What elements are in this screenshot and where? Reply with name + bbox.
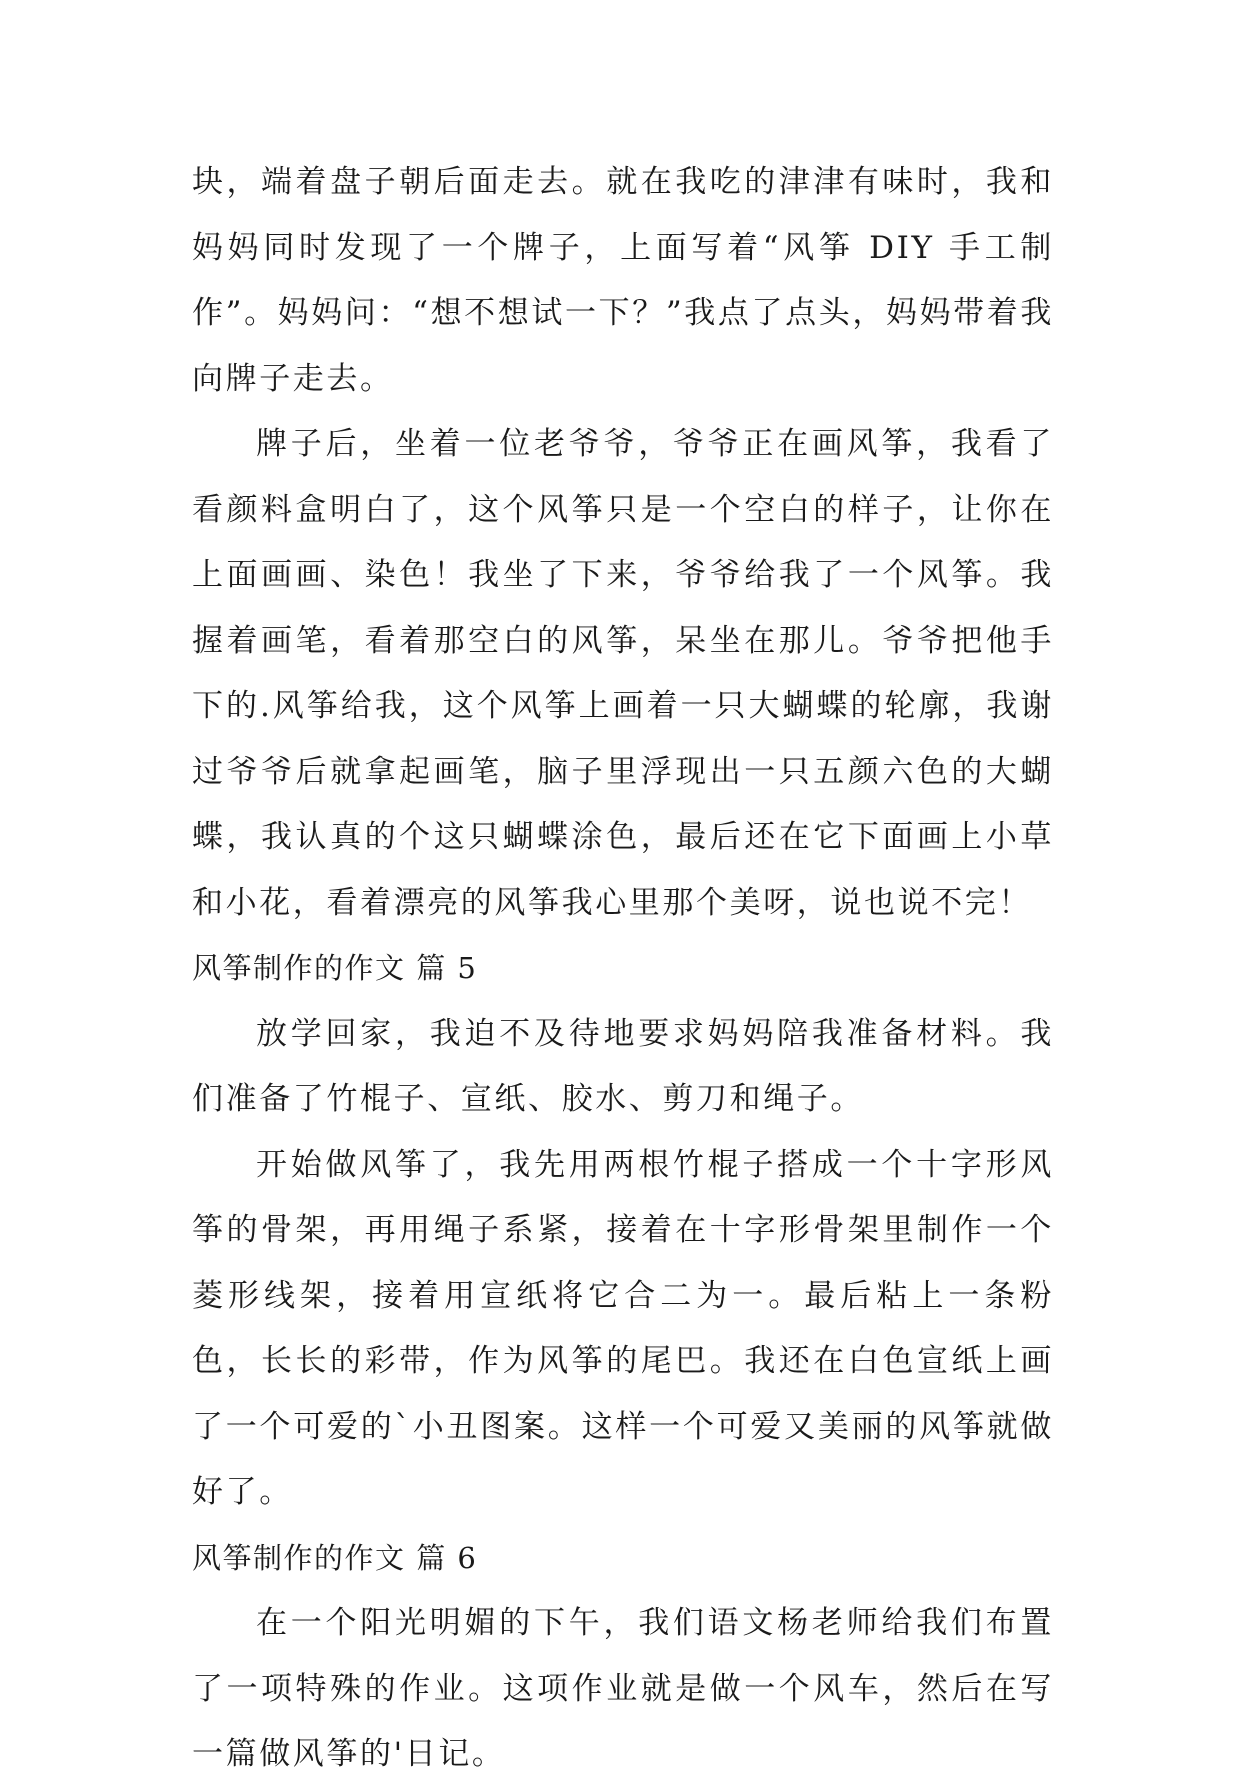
- paragraph: 在一个阳光明媚的下午，我们语文杨老师给我们布置了一项特殊的作业。这项作业就是做一个风车，然后在写一篇做风筝的'日记。: [192, 1605, 1054, 1772]
- section-heading: 风筝制作的作文 篇 6: [192, 1540, 478, 1575]
- paragraph: 放学回家，我迫不及待地要求妈妈陪我准备材料。我们准备了竹棍子、宣纸、胶水、剪刀和绳子。: [192, 1015, 1054, 1117]
- paragraph: 块，端着盘子朝后面走去。就在我吃的津津有味时，我和妈妈同时发现了一个牌子，上面写着“风筝 DIY 手工制作”。妈妈问：“想不想试一下？”我点了点头，妈妈带着我向牌子走去。: [192, 164, 1054, 397]
- document-page: [192, 150, 1054, 1788]
- paragraph: 开始做风筝了，我先用两根竹棍子搭成一个十字形风筝的骨架，再用绳子系紧，接着在十字形骨架里制作一个菱形线架，接着用宣纸将它合二为一。最后粘上一条粉色，长长的彩带，作为风筝的尾巴。我还在白色宣纸上画了一个可爱的`小丑图案。这样一个可爱又美丽的风筝就做好了。: [192, 1146, 1054, 1510]
- section-heading: 风筝制作的作文 篇 5: [192, 951, 478, 985]
- paragraph: 牌子后，坐着一位老爷爷，爷爷正在画风筝，我看了看颜料盒明白了，这个风筝只是一个空白的样子，让你在上面画画、染色！我坐了下来，爷爷给我了一个风筝。我握着画笔，看着那空白的风筝，呆坐在那儿。爷爷把他手下的.风筝给我，这个风筝上画着一只大蝴蝶的轮廓，我谢过爷爷后就拿起画笔，脑子里浮现出一只五颜六色的大蝴蝶，我认真的个这只蝴蝶涂色，最后还在它下面画上小草和小花，看着漂亮的风筝我心里那个美呀，说也说不完！: [192, 426, 1054, 921]
